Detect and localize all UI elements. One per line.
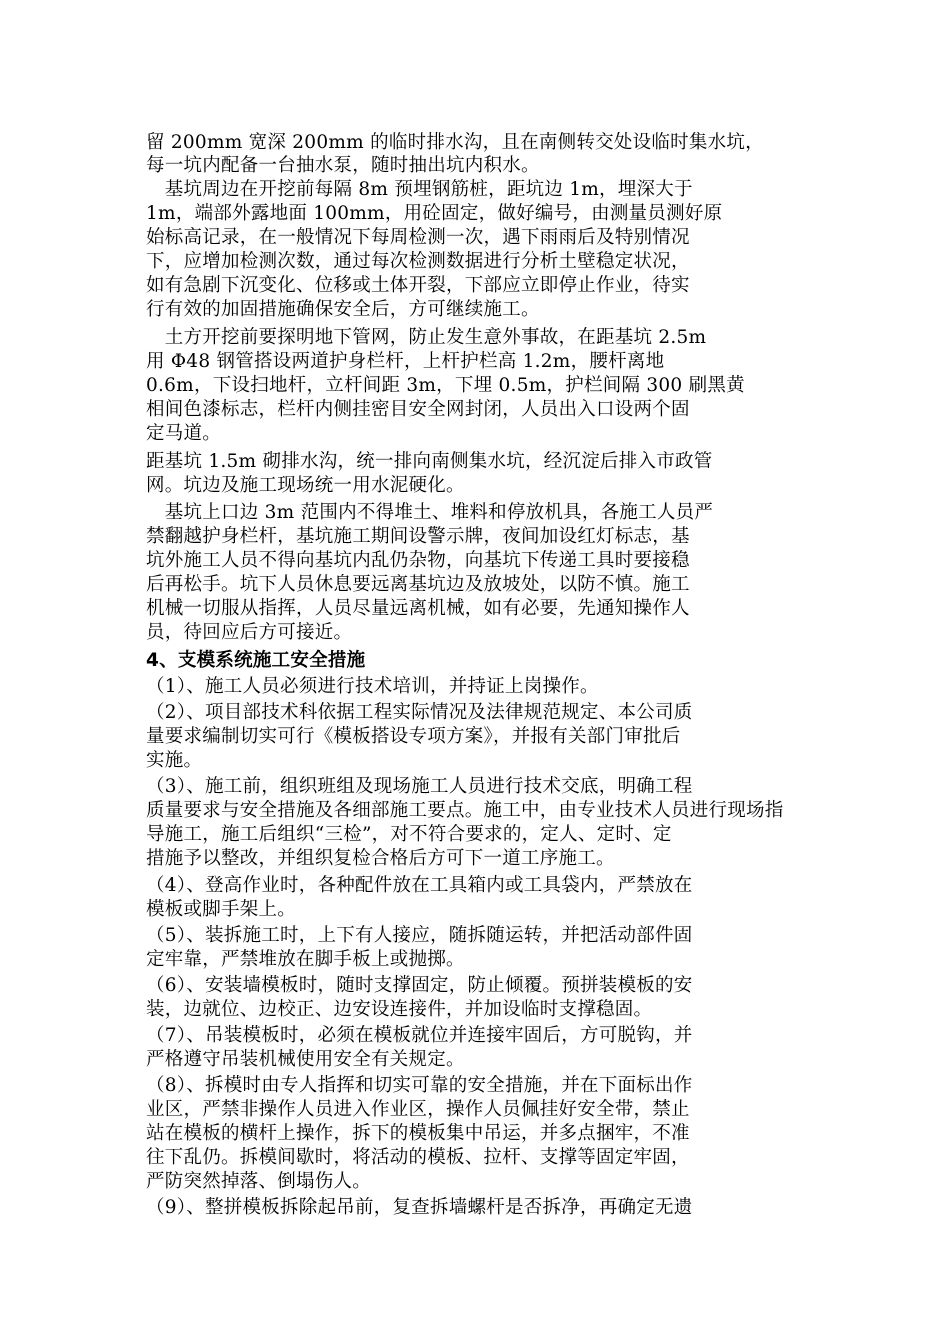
text-line: （6）、安装墙模板时，随时支撑固定，防止倾覆。预拼装模板的安 [146, 975, 693, 996]
text-line: 行有效的加固措施确保安全后，方可继续施工。 [146, 299, 540, 320]
text-line: 后再松手。坑下人员休息要远离基坑边及放坡处，以防不慎。施工 [146, 574, 690, 595]
text-line: （3）、施工前，组织班组及现场施工人员进行技术交底，明确工程 [146, 776, 693, 797]
text-line: 定马道。 [146, 423, 222, 444]
text-line: 土方开挖前要探明地下管网，防止发生意外事故，在距基坑 2.5m [146, 327, 707, 348]
text-line: 下，应增加检测次数，通过每次检测数据进行分析土壁稳定状况， [146, 251, 690, 272]
text-line: 基坑上口边 3m 范围内不得堆土、堆料和停放机具，各施工人员严 [146, 502, 714, 523]
text-line: （5）、装拆施工时，上下有人接应，随拆随运转，并把活动部件固 [146, 925, 693, 946]
text-line: 始标高记录，在一般情况下每周检测一次，遇下雨雨后及特别情况 [146, 227, 690, 248]
text-line: （9）、整拼模板拆除起吊前，复查拆墙螺杆是否拆净，再确定无遗 [146, 1197, 693, 1218]
text-line: （8）、拆模时由专人指挥和切实可靠的安全措施，并在下面标出作 [146, 1075, 693, 1096]
text-line: 如有急剧下沉变化、位移或土体开裂，下部应立即停止作业，待实 [146, 275, 690, 296]
text-line: 实施。 [146, 750, 203, 771]
text-line: 往下乱仍。拆模间歇时，将活动的模板、拉杆、支撑等固定牢固， [146, 1147, 690, 1168]
text-line: 禁翻越护身栏杆，基坑施工期间设警示牌，夜间加设红灯标志，基 [146, 526, 690, 547]
section-heading: 4、支模系统施工安全措施 [146, 650, 366, 671]
text-line: 量要求编制切实可行《模板搭设专项方案》，并报有关部门审批后 [146, 726, 681, 747]
text-line: 措施予以整改，并组织复检合格后方可下一道工序施工。 [146, 848, 615, 869]
text-line: 1m，端部外露地面 100mm，用砼固定，做好编号，由测量员测好原 [146, 203, 723, 224]
text-line: 相间色漆标志，栏杆内侧挂密目安全网封闭，人员出入口设两个固 [146, 399, 690, 420]
text-line: 坑外施工人员不得向基坑内乱仍杂物，向基坑下传递工具时要接稳 [146, 550, 690, 571]
text-line: 定牢靠，严禁堆放在脚手板上或抛掷。 [146, 949, 465, 970]
text-line: 机械一切服从指挥，人员尽量远离机械，如有必要，先通知操作人 [146, 598, 690, 619]
text-line: （1）、施工人员必须进行技术培训，并持证上岗操作。 [146, 676, 599, 697]
text-line: 严防突然掉落、倒塌伤人。 [146, 1171, 372, 1192]
text-line: 基坑周边在开挖前每隔 8m 预埋钢筋桩，距坑边 1m，埋深大于 [146, 179, 693, 200]
text-line: 员，待回应后方可接近。 [146, 622, 353, 643]
text-line: （2）、项目部技术科依据工程实际情况及法律规范规定、本公司质 [146, 702, 693, 723]
text-line: 每一坑内配备一台抽水泵，随时抽出坑内积水。 [146, 155, 540, 176]
text-line: 用 Φ48 钢管搭设两道护身栏杆，上杆护栏高 1.2m，腰杆离地 [146, 351, 665, 372]
text-line: 站在模板的横杆上操作，拆下的模板集中吊运，并多点捆牢，不准 [146, 1123, 690, 1144]
text-line: 留 200mm 宽深 200mm 的临时排水沟，且在南侧转交处设临时集水坑， [146, 132, 764, 153]
text-line: （4）、登高作业时，各种配件放在工具箱内或工具袋内，严禁放在 [146, 875, 693, 896]
text-line: 装，边就位、边校正、边安设连接件，并加设临时支撑稳固。 [146, 999, 653, 1020]
text-line: 模板或脚手架上。 [146, 899, 297, 920]
text-line: 距基坑 1.5m 砌排水沟，统一排向南侧集水坑，经沉淀后排入市政管 [146, 451, 713, 472]
text-line: 质量要求与安全措施及各细部施工要点。施工中，由专业技术人员进行现场指 [146, 800, 784, 821]
text-line: 网。坑边及施工现场统一用水泥硬化。 [146, 475, 465, 496]
text-line: 0.6m，下设扫地杆，立杆间距 3m，下埋 0.5m，护栏间隔 300 刷黑黄 [146, 375, 745, 396]
text-line: （7）、吊装模板时，必须在模板就位并连接牢固后，方可脱钩，并 [146, 1025, 693, 1046]
text-line: 业区，严禁非操作人员进入作业区，操作人员佩挂好安全带，禁止 [146, 1099, 690, 1120]
text-line: 导施工，施工后组织“三检”，对不符合要求的，定人、定时、定 [146, 824, 672, 845]
text-line: 严格遵守吊装机械使用安全有关规定。 [146, 1049, 465, 1070]
